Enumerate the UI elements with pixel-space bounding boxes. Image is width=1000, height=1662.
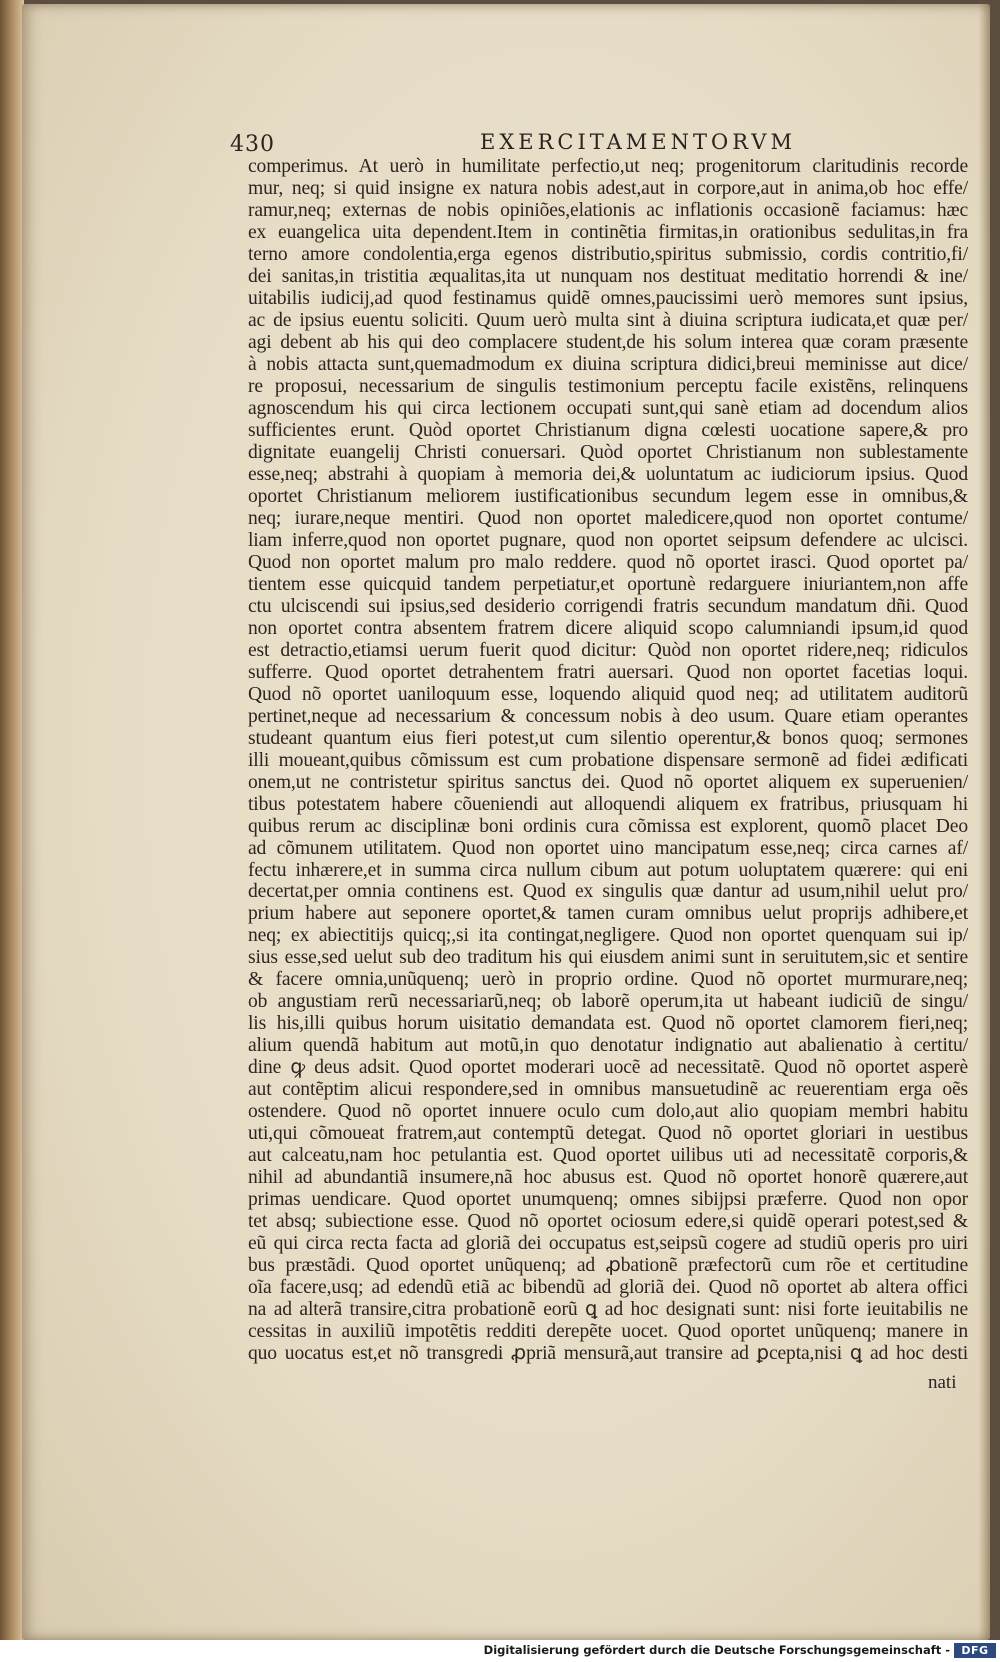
text-line: quo uocatus est,et nõ transgredi ꝓpriã mensurã,aut transire ad ꝑcepta,nisi ꝗ ad hoc desti xyxy=(248,1343,968,1365)
text-line: bus præstãdi. Quod oportet unũquenq; ad ꝓbationẽ præfectorũ cum rõe et certitudine xyxy=(248,1255,968,1277)
text-line: agnoscendum his qui circa lectionem occupati sunt,qui sanè etiam ad docendum alios xyxy=(248,397,968,419)
text-line: uitabilis iudicij,ad quod festinamus quidẽ omnes,paucissimi uerò memores sunt ipsius, xyxy=(248,287,968,309)
text-line: pertinet,neque ad necessarium & concessum nobis à deo usum. Quare etiam operantes xyxy=(248,705,968,727)
text-line: esse,neq; abstrahi à quopiam à memoria dei,& uoluntatum ac iudiciorum ipsius. Quod xyxy=(248,463,968,485)
text-line: lis his,illi quibus horum uisitatio demandata est. Quod nõ oportet clamorem fieri,neq; xyxy=(248,1013,968,1035)
text-line: decertat,per omnia continens est. Quod ex singulis quæ dantur ad usum,nihil uelut pro/ xyxy=(248,881,968,903)
text-line: oĩa facere,usq; ad edendũ etiã ac bibendũ ad gloriã dei. Quod nõ oportet ab altera offici xyxy=(248,1277,968,1299)
text-line: comperimus. At uerò in humilitate perfectio,ut neq; progenitorum claritudinis recorde xyxy=(248,156,968,177)
text-line: agi debent ab his qui deo complacere student,de his solum interea quæ coram præsente xyxy=(248,331,968,353)
text-line: ob angustiam rerũ necessariarũ,neq; ob laborẽ operum,ita ut habeant iudiciũ de singu/ xyxy=(248,991,968,1013)
page-number: 430 xyxy=(230,132,275,157)
digitization-footer xyxy=(0,1640,1000,1662)
text-line: na ad alterã transire,citra probationẽ eorũ ꝗ ad hoc designati sunt: nisi forte ieuitabilis ne xyxy=(248,1299,968,1321)
text-line: ac de ipsius euentu soliciti. Quum uerò multa sint à diuina scriptura iudicata,et quæ per/ xyxy=(248,309,968,331)
text-line: sufferre. Quod oportet detrahentem fratri auersari. Quod non oportet facetias loqui. xyxy=(248,661,968,683)
page-edge-shadow xyxy=(978,4,990,1640)
book-spine-edge xyxy=(0,0,24,1640)
text-line: tientem esse quicquid tandem perpetiatur,et oportunè redarguere iniuriantem,non affe xyxy=(248,573,968,595)
text-line: sufficientes erunt. Quòd oportet Christianum digna cœlesti uocatione sapere,& pro xyxy=(248,419,968,441)
text-line: ramur,neq; externas de nobis opiniões,elationis ac inflationis occasionẽ faciamus: hæc xyxy=(248,199,968,221)
text-line: quibus rerum ac disciplinæ boni ordinis cura cõmissa est explorent, quomõ placet Deo xyxy=(248,815,968,837)
text-line: aut contẽptim alicui respondere,sed in omnibus mansuetudinẽ ac reuerentiam erga oẽs xyxy=(248,1079,968,1101)
text-line: non oportet contra absentem fratrem dicere aliquid scopo calumniandi ipsum,id quod xyxy=(248,617,968,639)
text-line: ad cõmunem utilitatem. Quod non oportet uino mancipatum esse,neq; circa carnes af/ xyxy=(248,837,968,859)
text-line: oportet Christianum meliorem iustificationibus secundum legem esse in omnibus,& xyxy=(248,485,968,507)
text-line: illi moueant,quibus cõmissum est cum probatione dispensare sermonẽ ad fidei ædificati xyxy=(248,749,968,771)
text-line: re proposui, necessarium de singulis testimonium perceptu facile existẽns, relinquens xyxy=(248,375,968,397)
text-line: alium quendã habitum aut motũ,in quo denotatur indignatio aut abalienatio à certitu/ xyxy=(248,1035,968,1057)
text-line: onem,ut ne contristetur spiritus sanctus dei. Quod nõ oportet aliquem ex superuenien/ xyxy=(248,771,968,793)
body-text xyxy=(248,156,968,1365)
text-line: est detractio,etiamsi uerum fuerit quod dicitur: Quòd non oportet ridere,neq; ridiculos xyxy=(248,639,968,661)
text-line: uti,qui cõmoueat fratrem,aut contemptũ detegat. Quod nõ oportet gloriari in uestibus xyxy=(248,1123,968,1145)
text-line: tibus potestatem habere cõueniendi aut alloquendi aliquem ex fratribus, priusquam hi xyxy=(248,793,968,815)
text-line: ctu ulciscendi sui ipsius,sed desiderio corrigendi fratris secundum mandatum dñi. Quod xyxy=(248,595,968,617)
text-line: neq; iurare,neque mentiri. Quod non oportet maledicere,quod non oportet contume/ xyxy=(248,507,968,529)
text-line: fectu inhærere,et in summa circa nullum cibum aut potum uoluptatem quærere: qui eni xyxy=(248,859,968,881)
text-line: aut calceatu,nam hoc petulantia est. Quod oportet uilibus uti ad necessitatẽ corporis,& xyxy=(248,1145,968,1167)
text-line: mur, neq; si quid insigne ex natura nobis adest,aut in corpore,aut in anima,ob hoc effe/ xyxy=(248,177,968,199)
dfg-logo: DFG xyxy=(954,1643,996,1658)
text-line: dignitate euangelij Christi conuersari. Quòd oportet Christianum non sublestamente xyxy=(248,441,968,463)
text-line: primas uendicare. Quod oportet unumquenq; omnes sibijpsi præferre. Quod non opor xyxy=(248,1189,968,1211)
text-line: ostendere. Quod nõ oportet innuere oculo cum dolo,aut alio quopiam membri habitu xyxy=(248,1101,968,1123)
text-line: neq; ex abiectitijs quicq;,si ita contingat,negligere. Quod non oportet quenquam sui ip/ xyxy=(248,925,968,947)
text-line: studeant quantum eius fieri potest,ut cum silentio operentur,& bonos quoq; sermones xyxy=(248,727,968,749)
text-line: Quod nõ oportet uaniloquum esse, loquendo aliquid quod neq; ad utilitatem auditorũ xyxy=(248,683,968,705)
text-line: à nobis attacta sunt,quemadmodum ex diuina scriptura didici,breui meminisse aut dice/ xyxy=(248,353,968,375)
text-line: ex euangelica uita dependent.Item in continẽtia firmitas,in orationibus sedulitas,in fra xyxy=(248,221,968,243)
text-line: tet absq; subiectione esse. Quod nõ oportet ociosum edere,si quidẽ operari potest,sed & xyxy=(248,1211,968,1233)
text-line: dine ꝙ deus adsit. Quod oportet moderari uocẽ ad necessitatẽ. Quod nõ oportet asperè xyxy=(248,1057,968,1079)
text-line: sius esse,sed uelut sub deo traditum his qui eiusdem animi sunt in seruitutem,sic et sentire xyxy=(248,947,968,969)
text-line: dei sanitas,in tristitia æqualitas,ita ut nunquam nos destituat meditatio horrendi & ine/ xyxy=(248,265,968,287)
text-line: terno amore condolentia,erga egenos distributio,spiritus submissio, cordis contritio,fi/ xyxy=(248,243,968,265)
catchword: nati xyxy=(928,1372,957,1393)
text-line: prium habere aut seponere oportet,& tamen curam omnibus uelut proprijs adhibere,et xyxy=(248,903,968,925)
text-line: & facere omnia,unũquenq; uerò in proprio ordine. Quod nõ oportet murmurare,neq; xyxy=(248,969,968,991)
text-line: cessitas in auxiliũ impotẽtis redditi derepẽte uocet. Quod oportet unũquenq; manere in xyxy=(248,1321,968,1343)
footer-credit: Digitalisierung gefördert durch die Deutsche Forschungsgemeinschaft - xyxy=(483,1643,950,1657)
text-line: nihil ad abundantiã insumere,nã hoc abusus est. Quod nõ oportet honorẽ quærere,aut xyxy=(248,1167,968,1189)
text-line: Quod non oportet malum pro malo reddere. quod nõ oportet irasci. Quod oportet pa/ xyxy=(248,551,968,573)
text-line: liam inferre,quod non oportet pugnare, quod non oportet seipsum defendere ac ulcisci. xyxy=(248,529,968,551)
running-head: EXERCITAMENTORVM xyxy=(480,130,796,154)
text-line: eũ qui circa recta facta ad gloriã dei occupatus est,seipsũ cogere ad studiũ operis pro uiri xyxy=(248,1233,968,1255)
